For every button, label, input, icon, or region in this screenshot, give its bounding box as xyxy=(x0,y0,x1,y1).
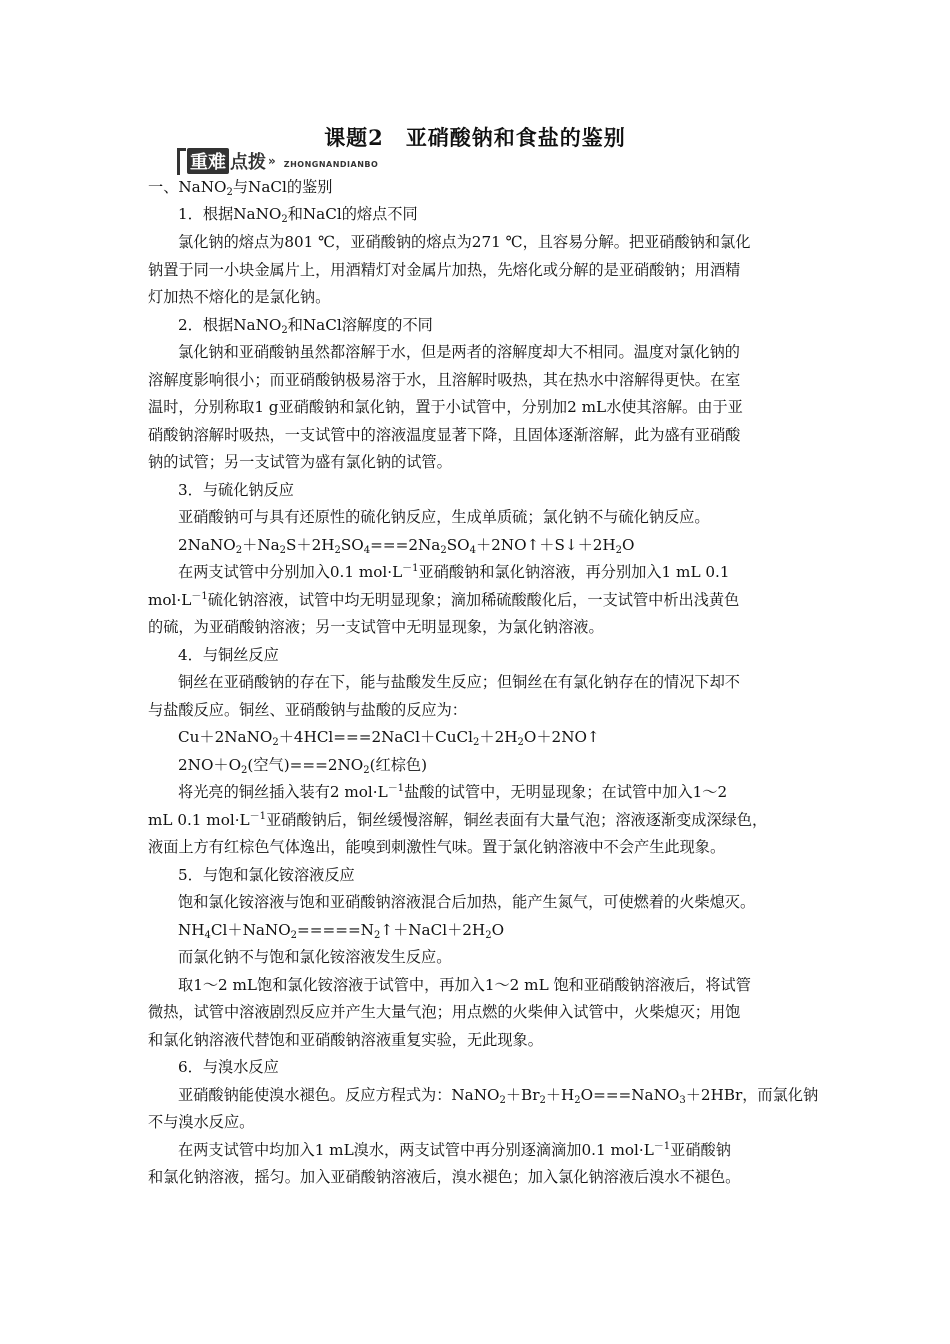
paragraph-line: $mol\cdot L^{-1}$硫化钠溶液，试管中均无明显现象；滴加稀硫酸酸化后，一支试管中析出浅黄色 xyxy=(148,591,740,609)
paragraph-line: 和氯化钠溶液，摇匀。加入亚硝酸钠溶液后，溴水褪色；加入氯化钠溶液后溴水不褪色。 xyxy=(148,1168,741,1186)
paragraph-line: 亚硝酸钠能使溴水褪色。反应方程式为：$NaNO_2+Br_2+H_2O===NaNO_3+2HBr$，而氯化钠 xyxy=(178,1086,819,1106)
badge-dark-text: 重难 xyxy=(187,148,229,174)
paragraph-line: 与盐酸反应。铜丝、亚硝酸钠与盐酸的反应为： xyxy=(148,701,467,719)
paragraph-line: 氯化钠和亚硝酸钠虽然都溶解于水，但是两者的溶解度却大不相同。温度对氯化钠的 xyxy=(178,343,740,361)
paragraph-line: 溶解度影响很小；而亚硝酸钠极易溶于水，且溶解时吸热，其在热水中溶解得更快。在室 xyxy=(148,371,741,389)
subsection-heading: 3．与硫化钠反应 xyxy=(178,481,294,499)
badge-subtitle: ZHONGNANDIANBO xyxy=(283,159,379,169)
chemical-equation: $2NO+O_2$(空气)$===2NO_2$(红棕色) xyxy=(178,756,428,776)
paragraph-line: 亚硝酸钠可与具有还原性的硫化钠反应，生成单质硫；氯化钠不与硫化钠反应。 xyxy=(178,508,710,526)
subsection-heading: 1．根据NaNO$_2$和NaCl的熔点不同 xyxy=(178,205,418,225)
chemical-equation: $2NaNO_2+Na_2S+2H_2SO_4===2Na_2SO_4+2NO↑+S↓+2H_2O$ xyxy=(178,536,635,556)
paragraph-line: 和氯化钠溶液代替饱和亚硝酸钠溶液重复实验，无此现象。 xyxy=(148,1031,543,1049)
subsection-heading: 4．与铜丝反应 xyxy=(178,646,279,664)
badge-light-text: 点拨 xyxy=(230,152,266,173)
lesson-title: 亚硝酸钠和食盐的鉴别 xyxy=(405,125,626,150)
subsection-heading: 6．与溴水反应 xyxy=(178,1058,279,1076)
badge-bracket-icon xyxy=(177,148,186,175)
paragraph-line: 在两支试管中均加入1 mL溴水，两支试管中再分别逐滴滴加0.1 $mol\cdot L^{-1}$亚硝酸钠 xyxy=(178,1141,731,1159)
paragraph-line: 氯化钠的熔点为801 ℃，亚硝酸钠的熔点为271 ℃，且容易分解。把亚硝酸钠和氯化 xyxy=(178,233,751,251)
paragraph-line: mL 0.1 $mol\cdot L^{-1}$亚硝酸钠后，铜丝缓慢溶解，铜丝表面有大量气泡；溶液逐渐变成深绿色， xyxy=(148,811,768,829)
paragraph-line: 铜丝在亚硝酸钠的存在下，能与盐酸发生反应；但铜丝在有氯化钠存在的情况下却不 xyxy=(178,673,740,691)
paragraph-line: 灯加热不熔化的是氯化钠。 xyxy=(148,288,331,306)
paragraph-line: 液面上方有红棕色气体逸出，能嗅到刺激性气味。置于氯化钠溶液中不会产生此现象。 xyxy=(148,838,726,856)
badge-arrows-icon: » xyxy=(268,154,276,168)
paragraph-line: 微热，试管中溶液剧烈反应并产生大量气泡；用点燃的火柴伸入试管中，火柴熄灭；用饱 xyxy=(148,1003,741,1021)
paragraph-line: 饱和氯化铵溶液与饱和亚硝酸钠溶液混合后加热，能产生氮气，可使燃着的火柴熄灭。 xyxy=(178,893,756,911)
chemical-equation: $NH_4Cl+NaNO_2=====N_2↑+NaCl+2H_2O$ xyxy=(178,921,505,941)
paragraph-line: 的硫，为亚硝酸钠溶液；另一支试管中无明显现象，为氯化钠溶液。 xyxy=(148,618,604,636)
page-title xyxy=(0,122,950,152)
section-heading: 一、NaNO$_2$与NaCl的鉴别 xyxy=(148,178,333,198)
chemical-equation: $Cu+2NaNO_2+4HCl===2NaCl+CuCl_2+2H_2O+2NO↑$ xyxy=(178,728,600,748)
paragraph-line: 将光亮的铜丝插入装有2 $mol\cdot L^{-1}$盐酸的试管中，无明显现象；在试管中加入1～2 xyxy=(178,783,728,801)
paragraph-line: 钠置于同一小块金属片上，用酒精灯对金属片加热，先熔化或分解的是亚硝酸钠；用酒精 xyxy=(148,261,741,279)
section-badge xyxy=(177,146,378,176)
paragraph-line: 不与溴水反应。 xyxy=(148,1113,255,1131)
subsection-heading: 5．与饱和氯化铵溶液反应 xyxy=(178,866,355,884)
badge-box xyxy=(177,148,282,174)
paragraph-line: 在两支试管中分别加入0.1 $mol\cdot L^{-1}$亚硝酸钠和氯化钠溶液，再分别加入1 mL 0.1 xyxy=(178,563,730,581)
paragraph-line: 硝酸钠溶解时吸热，一支试管中的溶液温度显著下降，且固体逐渐溶解，此为盛有亚硝酸 xyxy=(148,426,741,444)
paragraph-line: 温时，分别称取1 g亚硝酸钠和氯化钠，置于小试管中，分别加2 mL水使其溶解。由于亚 xyxy=(148,398,743,416)
paragraph-line: 而氯化钠不与饱和氯化铵溶液发生反应。 xyxy=(178,948,452,966)
paragraph-line: 取1～2 mL饱和氯化铵溶液于试管中，再加入1～2 mL 饱和亚硝酸钠溶液后，将试管 xyxy=(178,976,751,994)
paragraph-line: 钠的试管；另一支试管为盛有氯化钠的试管。 xyxy=(148,453,452,471)
subsection-heading: 2．根据NaNO$_2$和NaCl溶解度的不同 xyxy=(178,316,433,336)
lesson-number: 课题2 xyxy=(324,125,384,150)
